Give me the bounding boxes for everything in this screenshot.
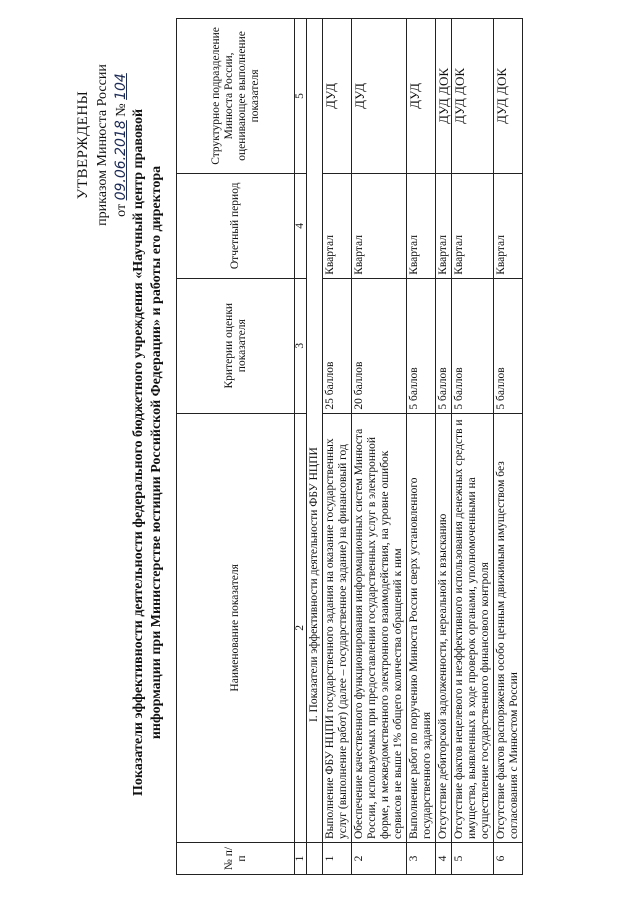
- row-criteria: 5 баллов: [452, 278, 494, 413]
- row-name: Отсутствие фактов распоряжения особо ценным движимым имуществом без согласования с Минюстом России: [494, 413, 523, 842]
- row-name: Выполнение ФБУ НЦПИ государственного задания на оказание государственных услуг (выполнение работ) (далее – государственное задание) на финансовый год: [323, 413, 352, 842]
- row-period: Квартал: [323, 173, 352, 278]
- row-period: Квартал: [407, 173, 436, 278]
- row-num: 6: [494, 843, 523, 875]
- row-criteria: 5 баллов: [436, 278, 452, 413]
- row-name: Отсутствие дебиторской задолженности, нереальной к взысканию: [436, 413, 452, 842]
- row-unit: ДУД: [407, 19, 436, 174]
- approval-date: 09.06.2018: [113, 120, 129, 201]
- table-header-row: [177, 19, 295, 875]
- col-number: 1: [295, 843, 307, 875]
- table-row: [352, 19, 407, 875]
- row-name: Отсутствие фактов нецелевого и неэффективного использования денежных средств и имущества, выявленных в ходе проверок органами, уполномоченными на осуществление государственного финансового контроля: [452, 413, 494, 842]
- row-num: 2: [352, 843, 407, 875]
- row-unit: ДУД: [352, 19, 407, 174]
- row-unit: ДУД ДОК: [436, 19, 452, 174]
- row-criteria: 20 баллов: [352, 278, 407, 413]
- col-number: 5: [295, 19, 307, 174]
- table-row: [323, 19, 352, 875]
- table-row: [452, 19, 494, 875]
- row-unit: ДУД: [323, 19, 352, 174]
- row-unit: ДУД ДОК: [452, 19, 494, 174]
- column-number-row: [295, 19, 307, 875]
- row-criteria: 5 баллов: [494, 278, 523, 413]
- header-period: Отчетный период: [177, 173, 295, 278]
- row-num: 4: [436, 843, 452, 875]
- header-name: Наименование показателя: [177, 413, 295, 842]
- approval-date-line: [112, 25, 131, 265]
- row-num: 1: [323, 843, 352, 875]
- section-row: [307, 19, 323, 875]
- approval-number: 104: [113, 73, 129, 100]
- col-number: 3: [295, 278, 307, 413]
- approval-order-line: приказом Минюста России: [95, 64, 110, 226]
- approval-number-label: №: [114, 103, 129, 117]
- table-row: [436, 19, 452, 875]
- row-criteria: 25 баллов: [323, 278, 352, 413]
- col-number: 2: [295, 413, 307, 842]
- row-name: Выполнение работ по поручению Минюста России сверх установленного государственного задания: [407, 413, 436, 842]
- row-period: Квартал: [494, 173, 523, 278]
- approval-heading: УТВЕРЖДЕНЫ: [75, 90, 91, 200]
- row-num: 3: [407, 843, 436, 875]
- approval-from-label: от: [114, 203, 129, 217]
- row-period: Квартал: [452, 173, 494, 278]
- row-name: Обеспечение качественного функционирования информационных систем Минюста России, используемых при предоставлении государственных услуг в электронной форме, и межведомственного электронного взаимодействия, на уровне ошибок сервисов не выше 1% общего количества обращений к ним: [352, 413, 407, 842]
- table-row: [494, 19, 523, 875]
- row-period: Квартал: [436, 173, 452, 278]
- row-criteria: 5 баллов: [407, 278, 436, 413]
- section-title: I. Показатели эффективности деятельности ФБУ НЦПИ: [307, 19, 323, 843]
- title-line-1: Показатели эффективности деятельности федерального бюджетного учреждения «Научный центр правовой: [131, 108, 146, 797]
- row-period: Квартал: [352, 173, 407, 278]
- row-num: 5: [452, 843, 494, 875]
- document-title: [130, 0, 166, 905]
- title-line-2: информации при Министерстве юстиции Российской Федерации» и работы его директора: [149, 165, 164, 740]
- header-unit: Структурное подразделение Минюста России, оценивающее выполнение показателя: [177, 19, 295, 174]
- table-row: [407, 19, 436, 875]
- row-unit: ДУД ДОК: [494, 19, 523, 174]
- col-number: 4: [295, 173, 307, 278]
- indicators-table: [176, 18, 523, 875]
- header-criteria: Критерии оценки показателя: [177, 278, 295, 413]
- approval-block: [74, 25, 131, 265]
- header-num: № п/п: [177, 843, 295, 875]
